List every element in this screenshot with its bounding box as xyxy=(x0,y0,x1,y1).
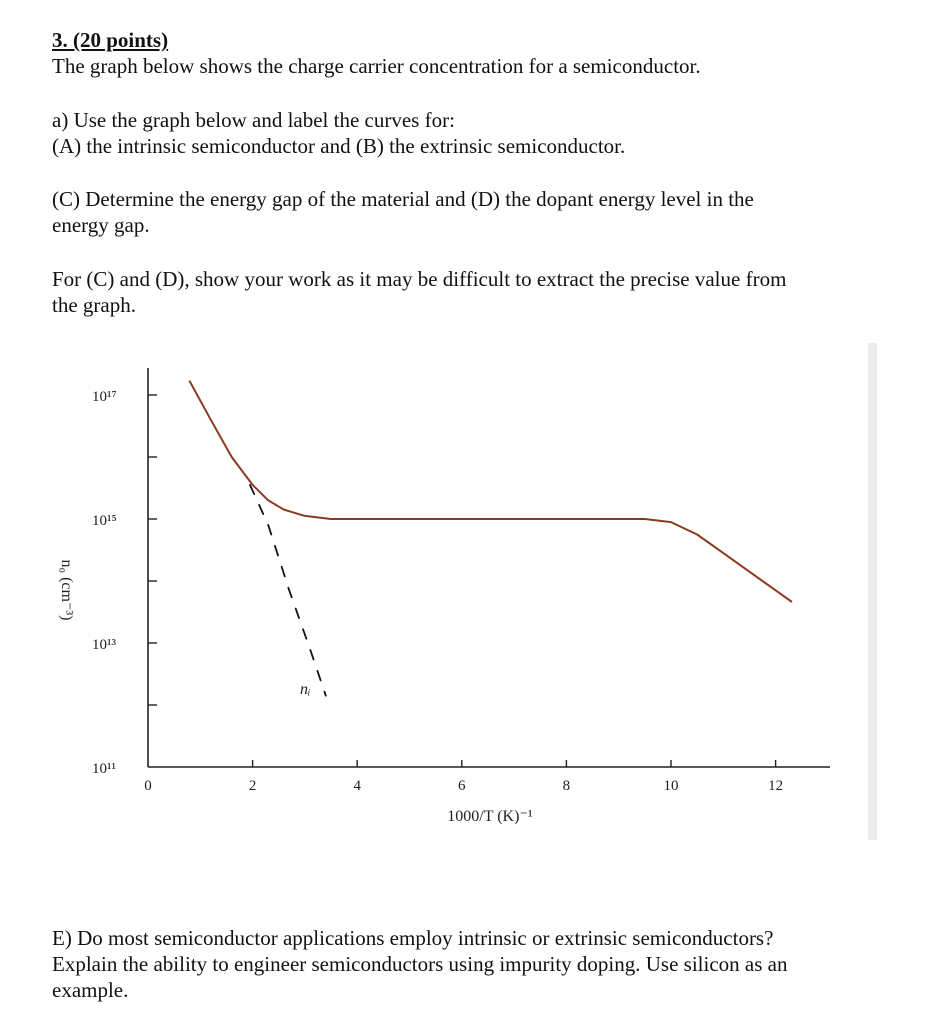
scan-edge-strip xyxy=(868,343,877,840)
x-tick-label: 10 xyxy=(663,778,679,794)
part-c-line-2: energy gap. xyxy=(52,213,150,237)
x-tick-label: 4 xyxy=(353,778,361,794)
x-tick-label: 0 xyxy=(144,778,152,794)
x-tick-label: 2 xyxy=(248,778,257,794)
question-intro: The graph below shows the charge carrier concentration for a semiconductor. xyxy=(52,54,701,78)
x-tick-label: 8 xyxy=(562,778,571,794)
data-series xyxy=(190,381,792,695)
part-e-line-1: E) Do most semiconductor applications employ intrinsic or extrinsic semiconductors? xyxy=(52,926,774,950)
y-axis-label: n₀ (cm⁻³) xyxy=(58,559,75,621)
y-tick-label: 10¹⁷ xyxy=(92,389,117,405)
y-tick-label: 10¹⁵ xyxy=(92,513,117,529)
part-e-line-2: Explain the ability to engineer semiconductors using impurity doping. Use silicon as an xyxy=(52,952,788,976)
x-axis-label: 1000/T (K)⁻¹ xyxy=(447,808,533,825)
ni-annotation: nᵢ xyxy=(300,681,311,698)
work-note-line-1: For (C) and (D), show your work as it may be difficult to extract the precise value from xyxy=(52,267,787,291)
x-tick-label: 6 xyxy=(458,778,466,794)
part-a-line-1: a) Use the graph below and label the curves for: xyxy=(52,108,455,132)
y-tick-label: 10¹³ xyxy=(92,637,116,653)
part-c-line-1: (C) Determine the energy gap of the material and (D) the dopant energy level in the xyxy=(52,187,754,211)
x-ticks xyxy=(144,760,783,794)
part-e-line-3: example. xyxy=(52,978,129,1002)
work-note-line-2: the graph. xyxy=(52,293,136,317)
y-tick-label: 10¹¹ xyxy=(92,761,116,777)
carrier-concentration-curve xyxy=(190,381,792,601)
x-tick-label: 12 xyxy=(768,778,784,794)
part-a-line-2: (A) the intrinsic semiconductor and (B) the extrinsic semiconductor. xyxy=(52,134,626,158)
question-heading: 3. (20 points) xyxy=(52,28,169,52)
